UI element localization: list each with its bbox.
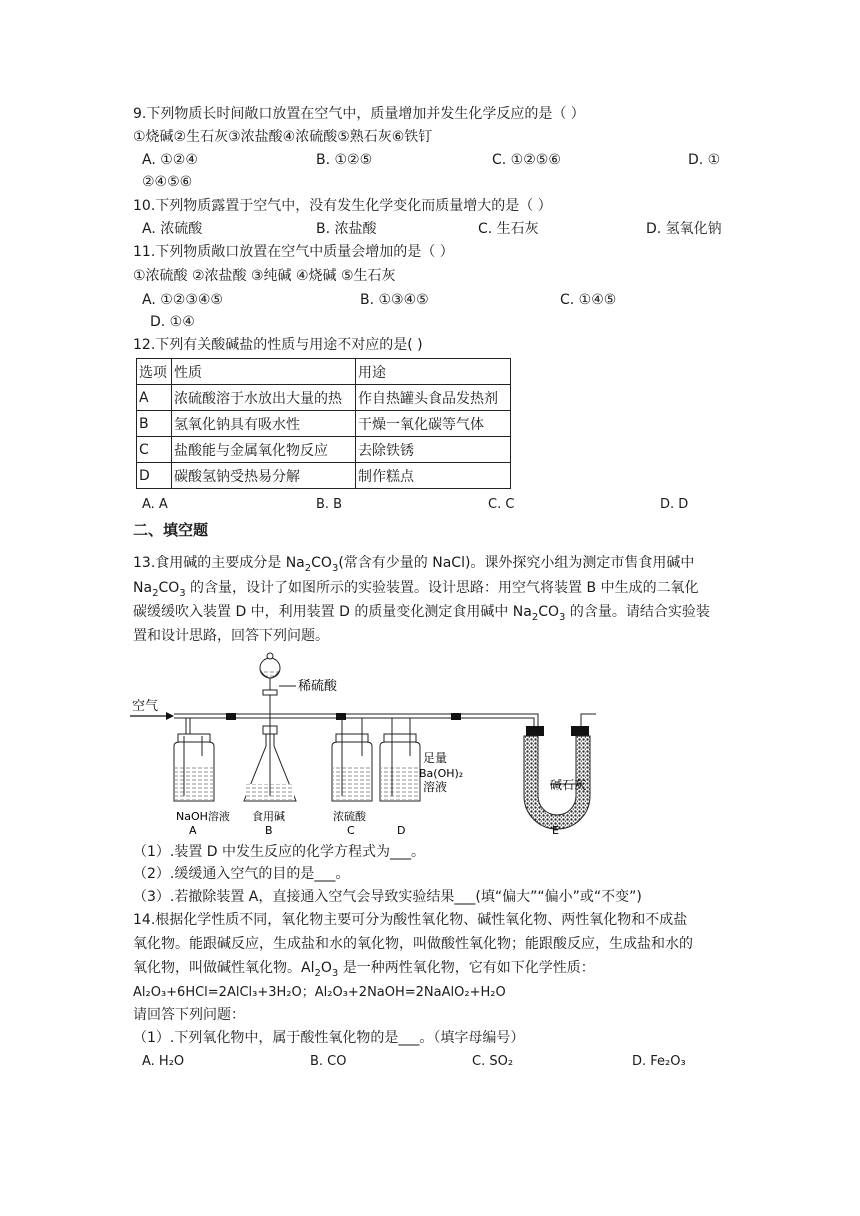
table-header-cell: 用途 [356,359,511,385]
acid-label: 稀硫酸 [298,679,338,694]
flask-b [244,653,296,801]
q14-option-b[interactable]: B. CO [310,1054,347,1069]
table-cell: 碳酸氢钠受热易分解 [172,463,356,489]
q11-option-c[interactable]: C. ①④⑤ [560,292,617,308]
flask-b-label: 食用碱 [252,810,285,823]
q13-line-4: 置和设计思路，回答下列问题。 [133,628,329,644]
table-row [137,463,511,489]
bottle-a [174,718,214,801]
q10-option-c[interactable]: C. 生石灰 [478,221,539,237]
table-cell: B [137,411,172,437]
q11-stem: 11.下列物质敞口放置在空气中质量会增加的是（ ） [133,244,454,260]
table-cell: 制作糕点 [356,463,511,489]
q10-option-a[interactable]: A. 浓硫酸 [142,221,203,237]
d-reagent-line-1: 足量 [423,751,448,765]
q10-option-b[interactable]: B. 浓盐酸 [316,221,377,237]
q12-option-c[interactable]: C. C [488,497,515,512]
q11-option-a[interactable]: A. ①②③④⑤ [142,292,223,308]
bottle-c [332,718,372,801]
q9-option-d-continued: ②④⑤⑥ [142,174,193,190]
q13-line-1: 13.食用碱的主要成分是 $Na_2CO_3$(常含有少量的 NaCl)。课外探究小组为测定市售食用碱中 [133,555,695,574]
q9-stem: 9.下列物质长时间敞口放置在空气中，质量增加并发生化学反应的是（ ） [133,106,585,122]
section-title: 二、填空题 [133,521,209,539]
bottle-c-label: 浓硫酸 [333,810,366,823]
q12-table [136,358,511,489]
u-tube-e-letter: E [552,824,559,836]
table-cell: 浓硫酸溶于水放出大量的热 [172,385,356,411]
q12-option-b[interactable]: B. B [316,497,343,512]
air-label: 空气 [132,699,159,714]
q14-equations: Al₂O₃+6HCl=2AlCl₃+3H₂O；Al₂O₃+2NaOH=2NaAlO₂+H₂O [133,985,506,1000]
table-header-cell: 性质 [172,359,356,385]
table-cell: 作自热罐头食品发热剂 [356,385,511,411]
d-reagent-line-2: Ba(OH)₂ [419,767,464,780]
q11-items: ①浓硫酸 ②浓盐酸 ③纯碱 ④烧碱 ⑤生石灰 [133,268,396,284]
bottle-a-letter: A [189,824,197,836]
apparatus-figure [126,646,596,836]
q14-option-d[interactable]: D. Fe₂O₃ [632,1054,686,1069]
flask-b-letter: B [265,824,273,836]
q14-option-a[interactable]: A. H₂O [142,1054,185,1069]
q13-sub-question-2: （2）.缓缓通入空气的目的是___。 [133,866,350,882]
q13-sub-question-3: （3）.若撤除装置 A，直接通入空气会导致实验结果___(填“偏大”“偏小”或“不变”) [133,889,642,905]
q12-stem: 12.下列有关酸碱盐的性质与用途不对应的是( ) [133,337,423,353]
q14-line-2: 氧化物。能跟碱反应，生成盐和水的氧化物，叫做酸性氧化物；能跟酸反应，生成盐和水的 [133,936,693,952]
bottle-c-letter: C [347,824,355,836]
bottle-a-label: NaOH溶液 [176,810,230,823]
bottle-d-letter: D [397,824,406,836]
q12-option-d[interactable]: D. D [660,497,689,512]
table-cell: C [137,437,172,463]
table-header-row [137,359,511,385]
q14-line-3: 氧化物，叫做碱性氧化物。$Al_2O_3$ 是一种两性氧化物，它有如下化学性质： [133,960,595,979]
q9-items: ①烧碱②生石灰③浓盐酸④浓硫酸⑤熟石灰⑥铁钉 [133,129,433,145]
table-cell: A [137,385,172,411]
q9-option-b[interactable]: B. ①②⑤ [316,152,373,168]
d-reagent-line-3: 溶液 [423,780,448,794]
q14-prompt: 请回答下列问题： [133,1007,245,1023]
q10-option-d[interactable]: D. 氢氧化钠 [646,221,722,237]
q13-line-3: 碳缓缓吹入装置 D 中，利用装置 D 的质量变化测定食用碱中 $Na_2CO_3$ 的含量。请结合实验装 [133,604,710,623]
q11-option-b[interactable]: B. ①③④⑤ [360,292,429,308]
lime-label: 碱石灰 [550,778,587,792]
q14-line-1: 14.根据化学性质不同，氧化物主要可分为酸性氧化物、碱性氧化物、两性氧化物和不成盐 [133,912,688,928]
q14-sub-question-1: （1）.下列氧化物中，属于酸性氧化物的是___。（填字母编号） [133,1030,525,1046]
q14-option-c[interactable]: C. SO₂ [472,1054,514,1069]
q12-option-a[interactable]: A. A [142,497,168,512]
table-cell: 干燥一氧化碳等气体 [356,411,511,437]
q9-option-c[interactable]: C. ①②⑤⑥ [492,152,561,168]
q13-line-2: $Na_2CO_3$ 的含量，设计了如图所示的实验装置。设计思路：用空气将装置 B 中生成的二氧化 [133,580,699,599]
table-row [137,411,511,437]
table-cell: 去除铁锈 [356,437,511,463]
q10-stem: 10.下列物质露置于空气中，没有发生化学变化而质量增大的是（ ） [133,198,552,214]
q9-option-d[interactable]: D. ① [688,152,721,168]
bottle-d [380,718,420,801]
q11-option-d[interactable]: D. ①④ [150,314,195,330]
table-cell: D [137,463,172,489]
table-cell: 氢氧化钠具有吸水性 [172,411,356,437]
table-row [137,437,511,463]
q13-sub-question-1: （1）.装置 D 中发生反应的化学方程式为___。 [133,844,426,860]
table-header-cell: 选项 [137,359,172,385]
table-cell: 盐酸能与金属氧化物反应 [172,437,356,463]
table-row [137,385,511,411]
q9-option-a[interactable]: A. ①②④ [142,152,198,168]
